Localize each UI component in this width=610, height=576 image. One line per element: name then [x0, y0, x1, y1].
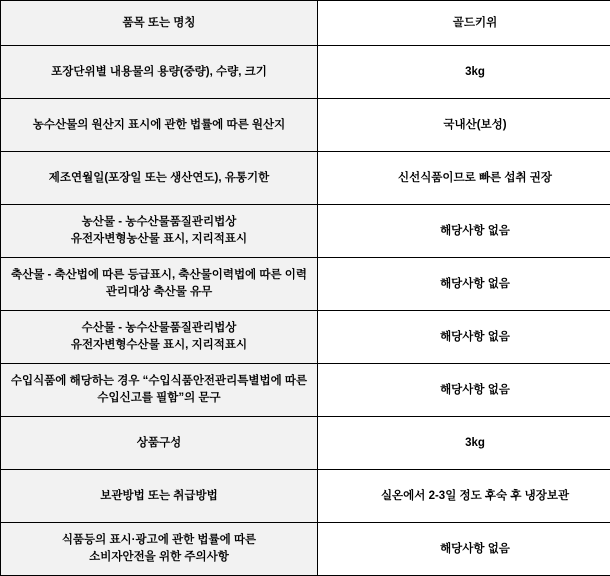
- table-row: [1, 258, 610, 311]
- table-row-label: 보관방법 또는 취급방법: [1, 470, 318, 523]
- table-row: [1, 311, 610, 364]
- table-row-value: 해당사항 없음: [318, 311, 610, 364]
- table-row: [1, 523, 610, 576]
- table-row-value: 해당사항 없음: [318, 364, 610, 417]
- table-row-label: 수산물 - 농수산물품질관리법상 유전자변형수산물 표시, 지리적표시: [1, 311, 318, 364]
- table-row-value: 실온에서 2-3일 정도 후숙 후 냉장보관: [318, 470, 610, 523]
- table-row: [1, 364, 610, 417]
- table-row: [1, 152, 610, 205]
- table-row-value: 3kg: [318, 46, 610, 99]
- table-row: [1, 417, 610, 470]
- table-row-label: 농산물 - 농수산물품질관리법상 유전자변형농산물 표시, 지리적표시: [1, 205, 318, 258]
- table-row-value: 해당사항 없음: [318, 258, 610, 311]
- table-row-label: 축산물 - 축산법에 따른 등급표시, 축산물이력법에 따른 이력관리대상 축산물 유무: [1, 258, 318, 311]
- table-row-value: 3kg: [318, 417, 610, 470]
- table-row-label: 상품구성: [1, 417, 318, 470]
- table-row-label: 포장단위별 내용물의 용량(중량), 수량, 크기: [1, 46, 318, 99]
- product-info-table-body: [1, 1, 610, 576]
- table-row-value: 국내산(보성): [318, 99, 610, 152]
- table-row-label: 농수산물의 원산지 표시에 관한 법률에 따른 원산지: [1, 99, 318, 152]
- table-row-value: 신선식품이므로 빠른 섭취 권장: [318, 152, 610, 205]
- table-row: [1, 205, 610, 258]
- table-row: [1, 470, 610, 523]
- table-row-label: 제조연월일(포장일 또는 생산연도), 유통기한: [1, 152, 318, 205]
- table-row-label: 수입식품에 해당하는 경우 “수입식품안전관리특별법에 따른 수입신고를 필함”의 문구: [1, 364, 318, 417]
- table-row: [1, 1, 610, 46]
- table-row-value: 해당사항 없음: [318, 205, 610, 258]
- table-row-value: 해당사항 없음: [318, 523, 610, 576]
- table-row: [1, 46, 610, 99]
- table-row-value: 골드키위: [318, 1, 610, 46]
- table-row-label: 식품등의 표시·광고에 관한 법률에 따른 소비자안전을 위한 주의사항: [1, 523, 318, 576]
- table-row-label: 품목 또는 명칭: [1, 1, 318, 46]
- table-row: [1, 99, 610, 152]
